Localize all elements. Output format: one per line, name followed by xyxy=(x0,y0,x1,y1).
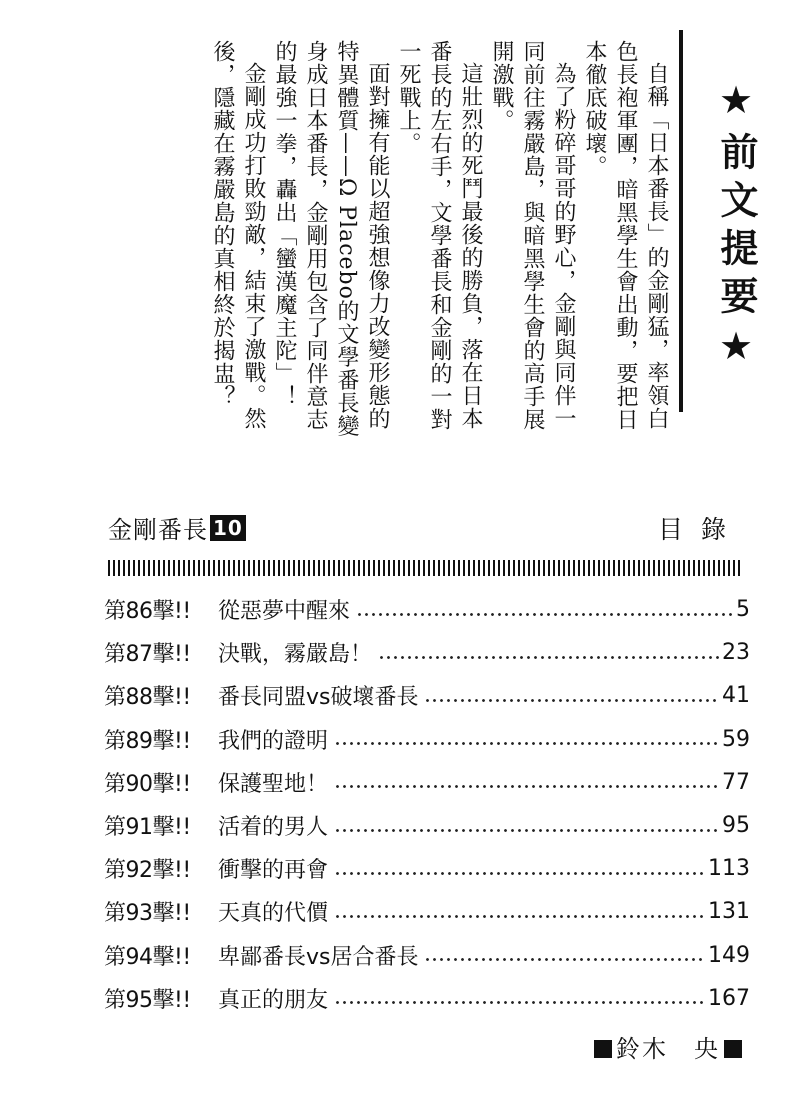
page-number: 77 xyxy=(722,769,750,795)
chapter-title: 從惡夢中醒來 xyxy=(218,599,351,625)
author-name: 鈴木 央 xyxy=(616,1035,720,1063)
toc-entry[interactable] xyxy=(104,588,750,631)
page-number: 59 xyxy=(722,726,750,752)
dot-leader xyxy=(334,858,706,880)
toc-list xyxy=(104,588,750,1020)
chapter-title: 我們的證明 xyxy=(218,728,329,754)
chapter-number: 第89擊!! xyxy=(104,728,191,754)
toc-entry[interactable] xyxy=(104,847,750,890)
chapter-title: 活着的男人 xyxy=(218,815,329,841)
chapter-number: 第86擊!! xyxy=(104,599,191,625)
synopsis-paragraph: 金剛成功打敗勁敵，結束了激戰。然後，隱藏在霧嚴島的真相終於揭盅？ xyxy=(210,40,266,430)
chapter-title: 天真的代價 xyxy=(218,901,329,927)
dot-leader xyxy=(356,599,734,621)
chapter-title: 衝擊的再會 xyxy=(218,858,329,884)
chapter-title: 真正的朋友 xyxy=(218,987,329,1013)
synopsis-paragraph: 自稱「日本番長」的金剛猛，率領白色長袍軍團，暗黑學生會出動，要把日本徹底破壞。 xyxy=(582,40,669,431)
synopsis-paragraph: 面對擁有能以超強想像力改變形態的特異體質——Ω Placebo的文學番長變身成日本番長，金剛用包含了同伴意志的最強一拳，轟出「蠻漢魔主陀」！ xyxy=(272,40,390,438)
square-bullet-icon xyxy=(594,1040,612,1058)
page-number: 23 xyxy=(722,640,750,666)
chapter-number: 第88擊!! xyxy=(104,685,191,711)
chapter-number: 第90擊!! xyxy=(104,771,191,797)
toc-entry[interactable] xyxy=(104,674,750,717)
chapter-number: 第93擊!! xyxy=(104,901,191,927)
chapter-number: 第92擊!! xyxy=(104,858,191,884)
dot-leader xyxy=(334,815,720,837)
chapter-number: 第95擊!! xyxy=(104,987,191,1013)
chapter-title: 決戰，霧嚴島！ xyxy=(218,642,373,668)
chapter-number: 第91擊!! xyxy=(104,815,191,841)
dot-leader xyxy=(334,901,706,923)
chapter-number: 第94擊!! xyxy=(104,944,191,970)
toc-entry[interactable] xyxy=(104,718,750,761)
synopsis-paragraph: 這壯烈的死鬥最後的勝負，落在日本番長的左右手，文學番長和金剛的一對一死戰上。 xyxy=(396,40,483,431)
page-number: 149 xyxy=(708,942,750,968)
toc-entry[interactable] xyxy=(104,631,750,674)
chapter-title: 卑鄙番長vs居合番長 xyxy=(218,944,419,970)
contents-label: 目錄 xyxy=(657,515,744,544)
page-number: 167 xyxy=(708,985,750,1011)
chapter-title: 番長同盟vs破壞番長 xyxy=(218,685,419,711)
page-number: 5 xyxy=(736,597,750,623)
toc-entry[interactable] xyxy=(104,934,750,977)
toc-entry[interactable] xyxy=(104,761,750,804)
page-number: 131 xyxy=(708,899,750,925)
dot-leader xyxy=(424,944,706,966)
dot-leader xyxy=(378,642,720,664)
dot-leader xyxy=(334,728,720,750)
dot-leader xyxy=(424,685,720,707)
page-number: 113 xyxy=(708,856,750,882)
synopsis-divider xyxy=(679,30,683,412)
toc-entry[interactable] xyxy=(104,804,750,847)
synopsis-body xyxy=(132,40,672,440)
toc-header xyxy=(108,512,744,552)
page-number: 95 xyxy=(722,813,750,839)
dot-leader xyxy=(334,987,706,1009)
page-number: 41 xyxy=(722,683,750,709)
synopsis-heading: ★前文提要★ xyxy=(714,77,758,378)
toc-entry[interactable] xyxy=(104,977,750,1020)
toc-entry[interactable] xyxy=(104,890,750,933)
synopsis-paragraph: 為了粉碎哥哥的野心，金剛與同伴一同前往霧嚴島，與暗黑學生會的高手展開激戰。 xyxy=(489,40,576,431)
volume-badge: 10 xyxy=(210,515,246,541)
chapter-number: 第87擊!! xyxy=(104,642,191,668)
decorative-tick-bar xyxy=(108,560,740,576)
chapter-title: 保護聖地！ xyxy=(218,771,329,797)
author-credit xyxy=(594,1032,742,1066)
series-name: 金剛番長 xyxy=(108,516,208,544)
series-title xyxy=(108,512,246,548)
square-bullet-icon xyxy=(724,1040,742,1058)
dot-leader xyxy=(334,771,720,793)
